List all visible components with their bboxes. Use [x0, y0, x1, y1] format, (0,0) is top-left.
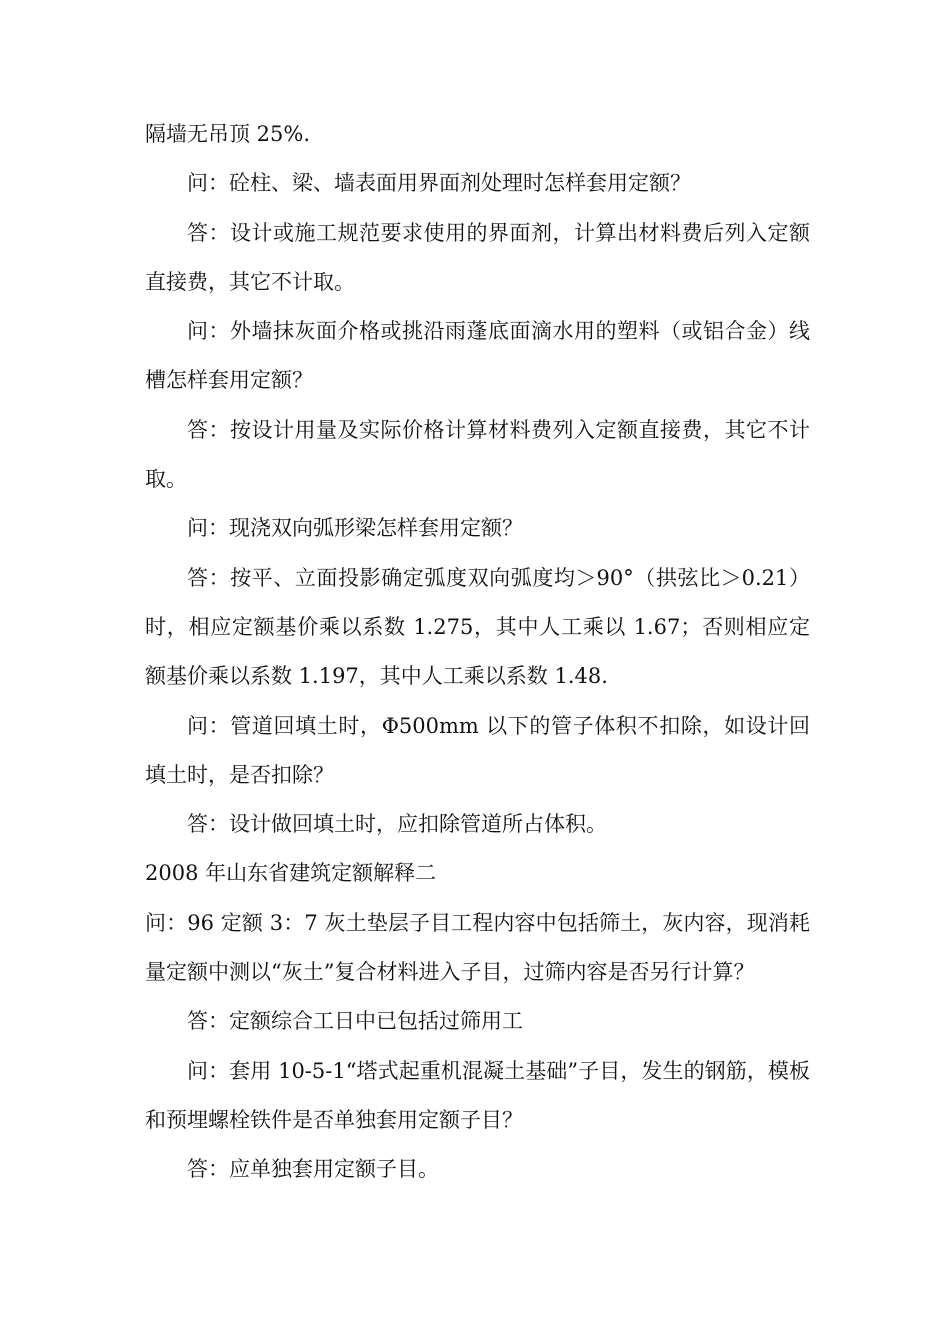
answer-paragraph: 答：设计做回填土时，应扣除管道所占体积。 [187, 812, 607, 837]
paragraph-continuation: 隔墙无吊顶 25%. [145, 122, 311, 146]
question-paragraph: 问：96 定额 3：7 灰土垫层子目工程内容中包括筛土，灰内容，现消耗量定额中测以“灰土”复合材料进入子目，过筛内容是否另行计算？ [145, 910, 810, 985]
question-paragraph: 问：外墙抹灰面介格或挑沿雨蓬底面滴水用的塑料（或铝合金）线槽怎样套用定额？ [145, 319, 810, 393]
answer-paragraph: 答：按平、立面投影确定弧度双向弧度均＞90°（拱弦比＞0.21）时，相应定额基价乘以系数 1.275，其中人工乘以 1.67；否则相应定额基价乘以系数 1.197，其中人工乘以系数 1.48. [145, 565, 810, 689]
answer-paragraph: 答：设计或施工规范要求使用的界面剂，计算出材料费后列入定额直接费，其它不计取。 [145, 220, 810, 294]
question-paragraph: 问：砼柱、梁、墙表面用界面剂处理时怎样套用定额？ [187, 171, 691, 196]
question-paragraph: 问：套用 10-5-1“塔式起重机混凝土基础”子目，发生的钢筋，模板和预埋螺栓铁件是否单独套用定额子目？ [145, 1058, 810, 1132]
document-body [145, 110, 810, 1195]
question-paragraph: 问：管道回填土时，Φ500mm 以下的管子体积不扣除，如设计回填土时，是否扣除？ [145, 713, 810, 787]
answer-paragraph: 答：按设计用量及实际价格计算材料费列入定额直接费，其它不计取。 [145, 417, 810, 492]
answer-paragraph: 答：应单独套用定额子目。 [187, 1157, 439, 1182]
section-heading: 2008 年山东省建筑定额解释二 [145, 861, 437, 886]
question-paragraph: 问：现浇双向弧形梁怎样套用定额？ [187, 516, 523, 541]
answer-paragraph: 答：定额综合工日中已包括过筛用工 [187, 1009, 523, 1034]
